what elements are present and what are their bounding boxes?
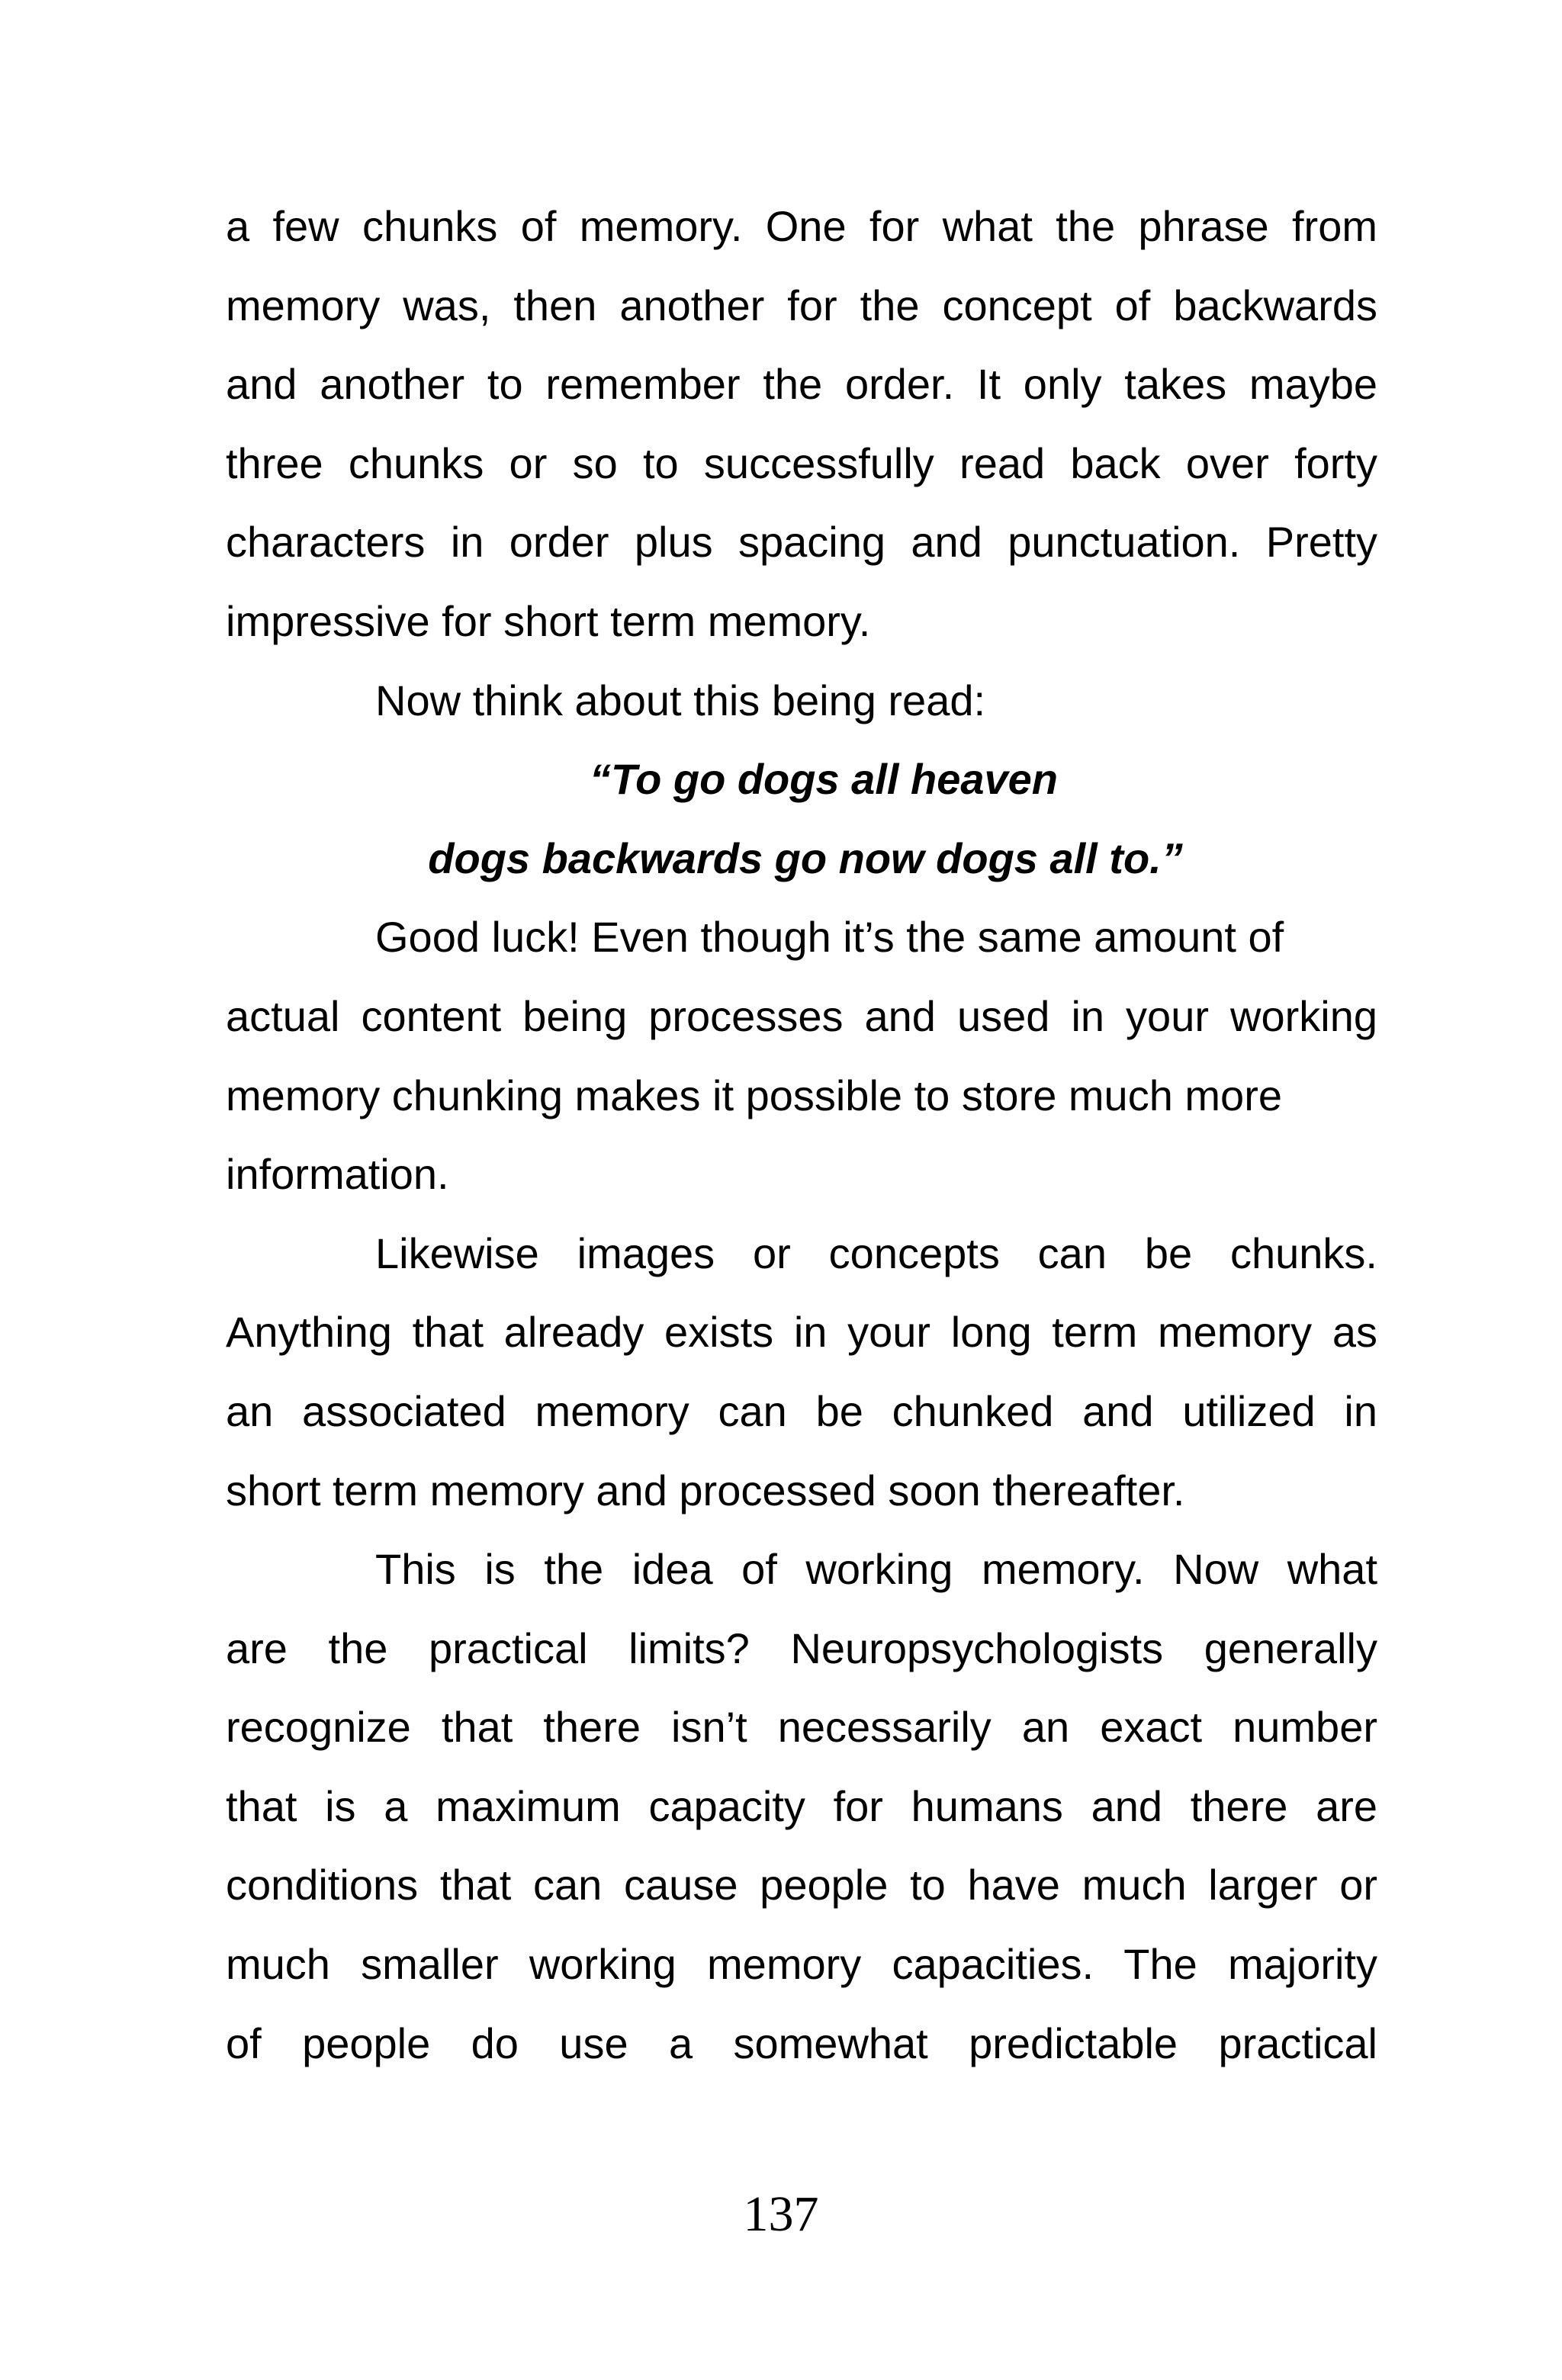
text-line: of people do use a somewhat predictable practical	[226, 2019, 1377, 2067]
quote-line: “To go dogs all heaven	[589, 755, 1058, 804]
text-line: information.	[226, 1150, 449, 1199]
text-line: an associated memory can be chunked and utilized in	[226, 1386, 1377, 1435]
text-line: This is the idea of working memory. Now what	[375, 1545, 1377, 1594]
page-number: 137	[743, 2186, 819, 2242]
text-line: are the practical limits? Neuropsychologists generally	[226, 1624, 1377, 1672]
text-line: Good luck! Even though it’s the same amount of	[375, 913, 1284, 962]
text-line: that is a maximum capacity for humans and there are	[226, 1781, 1377, 1830]
quote-line: dogs backwards go now dogs all to.”	[428, 833, 1183, 882]
text-line: and another to remember the order. It only takes maybe	[226, 360, 1377, 409]
text-line: short term memory and processed soon thereafter.	[226, 1466, 1185, 1514]
text-line: recognize that there isn’t necessarily an exact number	[226, 1703, 1377, 1752]
text-line: a few chunks of memory. One for what the phrase from	[226, 202, 1377, 250]
text-line: characters in order plus spacing and punctuation. Pretty	[226, 518, 1377, 567]
text-line: actual content being processes and used in your working	[226, 991, 1377, 1040]
text-line: three chunks or so to successfully read back over forty	[226, 438, 1377, 487]
text-line: Likewise images or concepts can be chunks.	[375, 1229, 1377, 1277]
text-line: memory chunking makes it possible to store much more	[226, 1071, 1282, 1119]
text-line: conditions that can cause people to have much larger or	[226, 1861, 1377, 1909]
text-line: much smaller working memory capacities. The majority	[226, 1940, 1377, 1989]
text-line: Anything that already exists in your long term memory as	[226, 1308, 1377, 1357]
text-line: impressive for short term memory.	[226, 596, 871, 645]
page-body-text	[226, 187, 1377, 2083]
text-line: Now think about this being read:	[375, 676, 986, 724]
text-line: memory was, then another for the concept of backwards	[226, 281, 1377, 329]
